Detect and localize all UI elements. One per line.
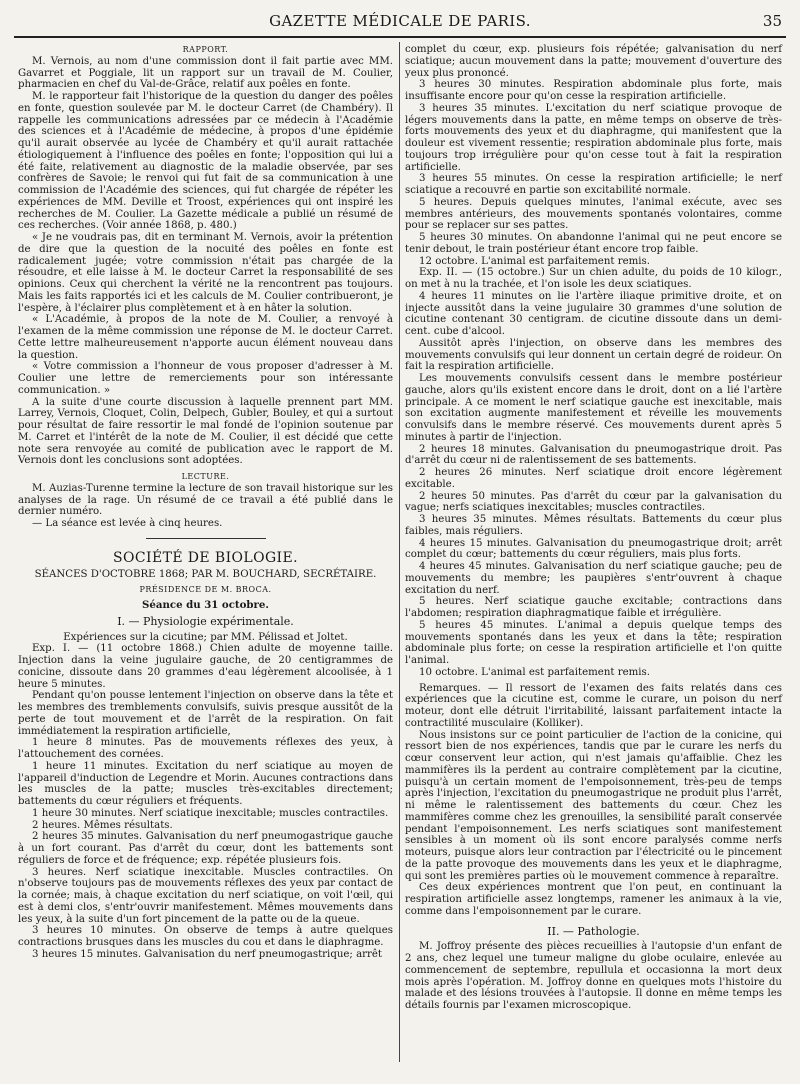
paragraph: Les mouvements convulsifs cessent dans le membre postérieur gauche, alors qu'ils existent encore dans le droit, dont on a lié l'artère principale. A ce moment le nerf sciatique gauche est inexcitable, mais son excitation augmente manifestement et réveille les mouvements convulsifs dans le membre réservé. Ces mouvements durent après 5 minutes à partir de l'injection. [405, 373, 782, 443]
paragraph: M. Auzias-Turenne termine la lecture de son travail historique sur les analyses de la rage. Un résumé de ce travail a été publié dans le dernier numéro. [18, 482, 393, 518]
journal-title: GAZETTE MÉDICALE DE PARIS. [269, 12, 531, 30]
heading-section-1: I. — Physiologie expérimentale. [117, 614, 294, 628]
paragraph: 2 heures 26 minutes. Nerf sciatique droit encore légèrement excitable. [405, 467, 782, 490]
paragraph: 1 heure 8 minutes. Pas de mouvements réflexes des yeux, à l'attouchement des cornées. [18, 737, 393, 760]
paragraph: — La séance est levée à cinq heures. [32, 518, 223, 529]
paragraph: M. Vernois, au nom d'une commission dont il fait partie avec MM. Gavarret et Poggiale, lit un rapport sur un travail de M. Coulier, pharmacien en chef du Val-de-Grâce, relatif aux poêles en fonte. [18, 55, 393, 91]
heading-seances: SÉANCES D'OCTOBRE 1868; PAR M. BOUCHARD, SECRÉTAIRE. [34, 568, 377, 580]
paragraph: 10 octobre. L'animal est parfaitement remis. [419, 666, 650, 678]
paragraph: complet du cœur, exp. plusieurs fois répétée; galvanisation du nerf sciatique; aucun mouvement dans la patte; mouvement d'ouverture des yeux plus prononcé. [405, 44, 782, 79]
divider [146, 538, 266, 539]
heading-presidence: PRÉSIDENCE DE M. BROCA. [139, 585, 272, 595]
paragraph: 2 heures 50 minutes. Pas d'arrêt du cœur par la galvanisation du vague; nerfs sciatiques inexcitables; muscles contractiles. [405, 490, 782, 514]
paragraph: 5 heures 45 minutes. L'animal a depuis quelque temps des mouvements spontanés dans les yeux et dans la tête; respiration abdominale plus forte; on cesse la respiration artificielle et l'on quitte l'animal. [405, 619, 782, 666]
paragraph: « Je ne voudrais pas, dit en terminant M. Vernois, avoir la prétention de dire que la question de la nocuité des poêles en fonte est radicalement jugée; votre commission n'était pas chargée de la résoudre, et elle laisse à M. le docteur Carret la responsabilité de ses opinions. Ceux qui cherchent la vérité ne la rencontrent pas toujours. Mais les faits rapportés ici et les calculs de M. Coulier contribueront, je l'espère, à l'éclairer plus complètement et à en hâter la solution. [18, 232, 393, 314]
paragraph: 2 heures. Mêmes résultats. [32, 819, 173, 831]
paragraph: Nous insistons sur ce point particulier de l'action de la conicine, qui ressort bien de nos expériences, tandis que par le curare les nerfs du cœur conservent leur action, qui n'est jamais qu'affaiblie. Chez les mammifères ils la perdent au contraire complètement par la cicutine, puisqu'à un certain moment de l'empoisonnement, très-peu de temps après l'injection, l'excitation du pneumogastrique ne produit plus l'arrêt, ni même le ralentissement des battements du cœur. Chez les mammifères comme chez les grenouilles, la sensibilité paraît conservée pendant l'empoisonnement. Les nerfs sciatiques sont manifestement sensibles à un moment où ils sont encore paralysés comme nerfs moteurs, puisque alors leur contraction par l'électricité ou le pincement de la patte provoque des mouvements dans les yeux et le diaphragme, qui sont les premières parties où le mouvement commence à reparaître. [405, 729, 782, 882]
paragraph: Exp. II. — (15 octobre.) Sur un chien adulte, du poids de 10 kilogr., on met à nu la trachée, et l'on isole les deux sciatiques. [405, 267, 782, 290]
paragraph: 3 heures 55 minutes. On cesse la respiration artificielle; le nerf sciatique a recouvré en partie son excitabilité normale. [405, 173, 782, 196]
heading-rapport: RAPPORT. [182, 45, 229, 54]
paragraph: 2 heures 35 minutes. Galvanisation du nerf pneumogastrique gauche à un fort courant. Pas d'arrêt du cœur, dont les battements sont réguliers de force et de fréquence; exp. répétée plusieurs fois. [18, 831, 393, 866]
paragraph: 12 octobre. L'animal est parfaitement remis. [419, 255, 650, 267]
paragraph: 4 heures 15 minutes. Galvanisation du pneumogastrique droit; arrêt complet du cœur; battements du cœur réguliers, mais plus forts. [405, 537, 782, 561]
paragraph: Pendant qu'on pousse lentement l'injection on observe dans la tête et les membres des tremblements convulsifs, suivis presque aussitôt de la perte de tout mouvement et de l'arrêt de la respiration. On fait immédiatement la respiration artificielle, [18, 690, 393, 737]
paragraph: 3 heures 30 minutes. Respiration abdominale plus forte, mais insuffisante encore pour qu'on cesse la respiration artificielle. [405, 79, 782, 102]
page-header [14, 12, 786, 38]
paragraph: 1 heure 11 minutes. Excitation du nerf sciatique au moyen de l'appareil d'induction de Legendre et Morin. Aucunes contractions dans les muscles de la patte; muscles très-excitables directement; battements du cœur réguliers et fréquents. [18, 760, 393, 807]
paragraph: A la suite d'une courte discussion à laquelle prennent part MM. Larrey, Vernois, Cloquet, Colin, Delpech, Gubler, Bouley, et qui a surtout pour résultat de faire ressortir le mal fondé de l'opinion soutenue par M. Carret et l'intérêt de la note de M. Coulier, il est décidé que cette note sera renvoyée au comité de publication avec le rapport de M. Vernois dont les conclusions sont adoptées. [18, 396, 393, 467]
paragraph: 3 heures 15 minutes. Galvanisation du nerf pneumogastrique; arrêt [32, 948, 383, 960]
heading-section-2: II. — Pathologie. [547, 924, 640, 938]
paragraph: 5 heures. Nerf sciatique gauche excitable; contractions dans l'abdomen; respiration diaphragmatique faible et irrégulière. [405, 596, 782, 619]
heading-experiences: Expériences sur la cicutine; par MM. Pélissad et Joltet. [63, 631, 348, 643]
paragraph: 3 heures 35 minutes. L'excitation du nerf sciatique provoque de légers mouvements dans la patte, en même temps on observe de très-forts mouvements des yeux et du diaphragme, qui manifestent que la douleur est vivement ressentie; respiration abdominale plus forte, mais toujours trop irrégulière pour qu'on cesse tout à fait la respiration artificielle. [405, 102, 782, 173]
paragraph: 4 heures 45 minutes. Galvanisation du nerf sciatique gauche; peu de mouvements du membre; les paupières s'entr'ouvrent à chaque excitation du nerf. [405, 561, 782, 596]
paragraph: 3 heures 35 minutes. Mêmes résultats. Battements du cœur plus faibles, mais réguliers. [405, 514, 782, 537]
paragraph: 5 heures. Depuis quelques minutes, l'animal exécute, avec ses membres antérieurs, des mouvements spontanés volontaires, comme pour se replacer sur ses pattes. [405, 196, 782, 232]
paragraph: Aussitôt après l'injection, on observe dans les membres des mouvements convulsifs qui leur donnent un certain degré de roideur. On fait la respiration artificielle. [405, 337, 782, 373]
heading-lecture: LECTURE. [181, 472, 230, 481]
paragraph: 4 heures 11 minutes on lie l'artère iliaque primitive droite, et on injecte aussitôt dans la veine jugulaire 30 grammes d'une solution de cicutine contenant 30 centigram. de cicutine dissoute dans un demi-cent. cube d'alcool. [405, 290, 782, 337]
paragraph: M. Joffroy présente des pièces recueillies à l'autopsie d'un enfant de 2 ans, chez lequel une tumeur maligne du globe oculaire, enlevée au commencement de septembre, repullula et occasionna la mort deux mois après l'opération. M. Joffroy donne en quelques mots l'histoire du malade et des lésions trouvées à l'autopsie. Il donne en même temps les détails fournis par l'examen microscopique. [405, 941, 782, 1011]
paragraph: 2 heures 18 minutes. Galvanisation du pneumogastrique droit. Pas d'arrêt du cœur ni de ralentissement de ses battements. [405, 443, 782, 467]
paragraph: 3 heures. Nerf sciatique inexcitable. Muscles contractiles. On n'observe toujours pas de mouvements réflexes des yeux par contact de la cornée; mais, à chaque excitation du nerf sciatique, on voit l'œil, qui est à demi clos, s'entr'ouvrir manifestement. Mêmes mouvements dans les yeux, à la suite d'un fort pincement de la patte ou de la queue. [18, 866, 393, 925]
heading-societe: SOCIÉTÉ DE BIOLOGIE. [113, 549, 298, 566]
paragraph: Ces deux expériences montrent que l'on peut, en continuant la respiration artificielle assez longtemps, ramener les animaux à la vie, comme dans l'empoisonnement par le curare. [405, 882, 782, 917]
paragraph: Exp. I. — (11 octobre 1868.) Chien adulte de moyenne taille. Injection dans la veine jugulaire gauche, de 20 centigrammes de conicine, dissoute dans 20 grammes d'eau légèrement alcoolisée, à 1 heure 5 minutes. [18, 643, 393, 690]
paragraph: 5 heures 30 minutes. On abandonne l'animal qui ne peut encore se tenir debout, le train postérieur étant encore trop faible. [405, 232, 782, 255]
paragraph: « L'Académie, à propos de la note de M. Coulier, a renvoyé à l'examen de la même commission une réponse de M. le docteur Carret. Cette lettre malheureusement n'apporte aucun élément nouveau dans la question. [18, 314, 393, 361]
column-divider [399, 42, 400, 1062]
left-column [18, 44, 393, 961]
paragraph: 1 heure 30 minutes. Nerf sciatique inexcitable; muscles contractiles. [32, 807, 389, 819]
paragraph: M. le rapporteur fait l'historique de la question du danger des poêles en fonte, question soulevée par M. le docteur Carret (de Chambéry). Il rappelle les communications adressées par ce médecin à l'Académie des sciences et à l'Académie de médecine, à propos d'une épidémie qu'il aurait observée au lycée de Chambéry et qu'il aurait rattachée étiologiquement à l'influence des poêles en fonte; l'opposition qui lui a été faite, relativement au diagnostic de la maladie observée, par ses confrères de Savoie; le renvoi qui fut fait de sa communication à une commission de l'Académie des sciences, qui fut chargée de répéter les expériences de MM. Deville et Troost, expériences qui ont inspiré les recherches de M. Coulier. La Gazette médicale a publié un résumé de ces recherches. (Voir année 1868, p. 480.) [18, 91, 393, 232]
right-column [405, 44, 782, 1012]
paragraph: « Votre commission a l'honneur de vous proposer d'adresser à M. Coulier une lettre de remerciements pour son intéressante communication. » [18, 361, 393, 396]
heading-seance: Séance du 31 octobre. [142, 599, 269, 611]
page-number: 35 [762, 12, 782, 30]
paragraph: 3 heures 10 minutes. On observe de temps à autre quelques contractions brusques dans les muscles du cou et dans le diaphragme. [18, 925, 393, 948]
paragraph: Remarques. — Il ressort de l'examen des faits relatés dans ces expériences que la cicutine est, comme le curare, un poison du nerf moteur, dont elle détruit l'irritabilité, laissant parfaitement intacte la contractilité musculaire (Kolliker). [405, 682, 782, 729]
